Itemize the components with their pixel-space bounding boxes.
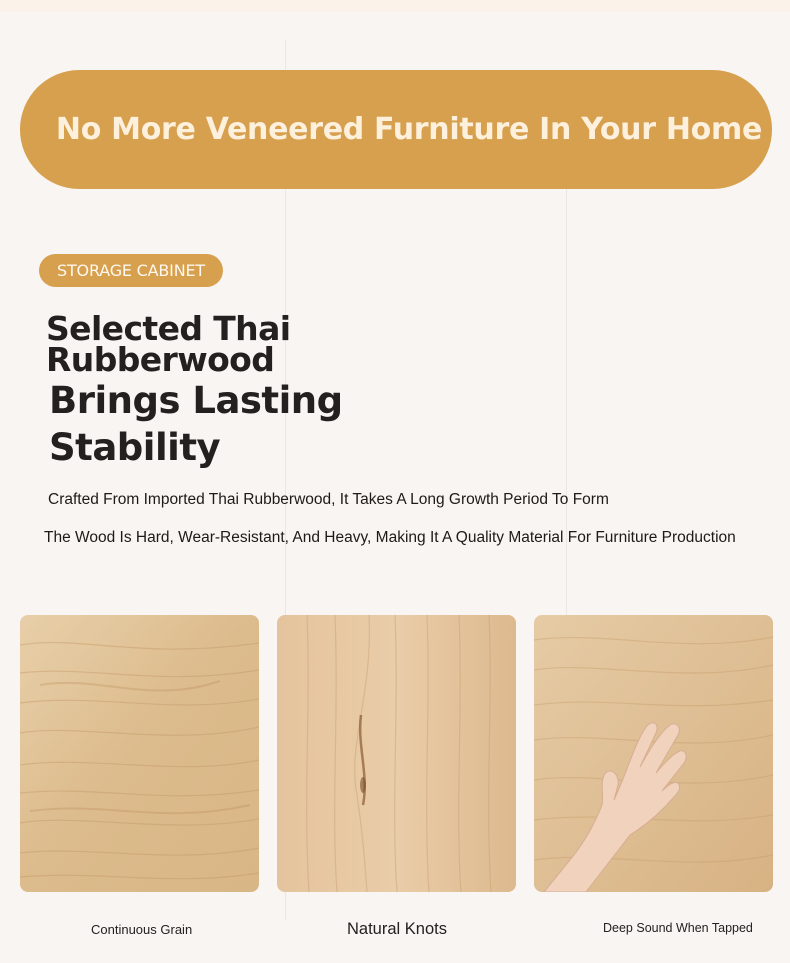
category-badge: STORAGE CABINET — [39, 254, 223, 287]
description-line-1: Crafted From Imported Thai Rubberwood, It Takes A Long Growth Period To Form — [48, 491, 609, 508]
caption-natural-knots: Natural Knots — [347, 920, 447, 938]
promo-banner — [20, 70, 772, 189]
headline-line-3: Stability — [49, 426, 221, 469]
headline-line-1: Selected Thai Rubberwood — [46, 309, 291, 379]
caption-continuous-grain: Continuous Grain — [91, 922, 193, 937]
top-strip — [0, 0, 790, 12]
caption-deep-sound: Deep Sound When Tapped — [603, 921, 753, 935]
banner-title: No More Veneered Furniture In Your Home — [55, 112, 762, 147]
headline-line-2: Brings Lasting — [49, 379, 343, 422]
description-line-2: The Wood Is Hard, Wear-Resistant, And Heavy, Making It A Quality Material For Furniture Production — [44, 529, 736, 546]
wood-grain-image — [20, 615, 259, 892]
hand-tapping-wood-image — [534, 615, 773, 892]
headline — [46, 309, 346, 469]
wood-knot-image — [277, 615, 516, 892]
